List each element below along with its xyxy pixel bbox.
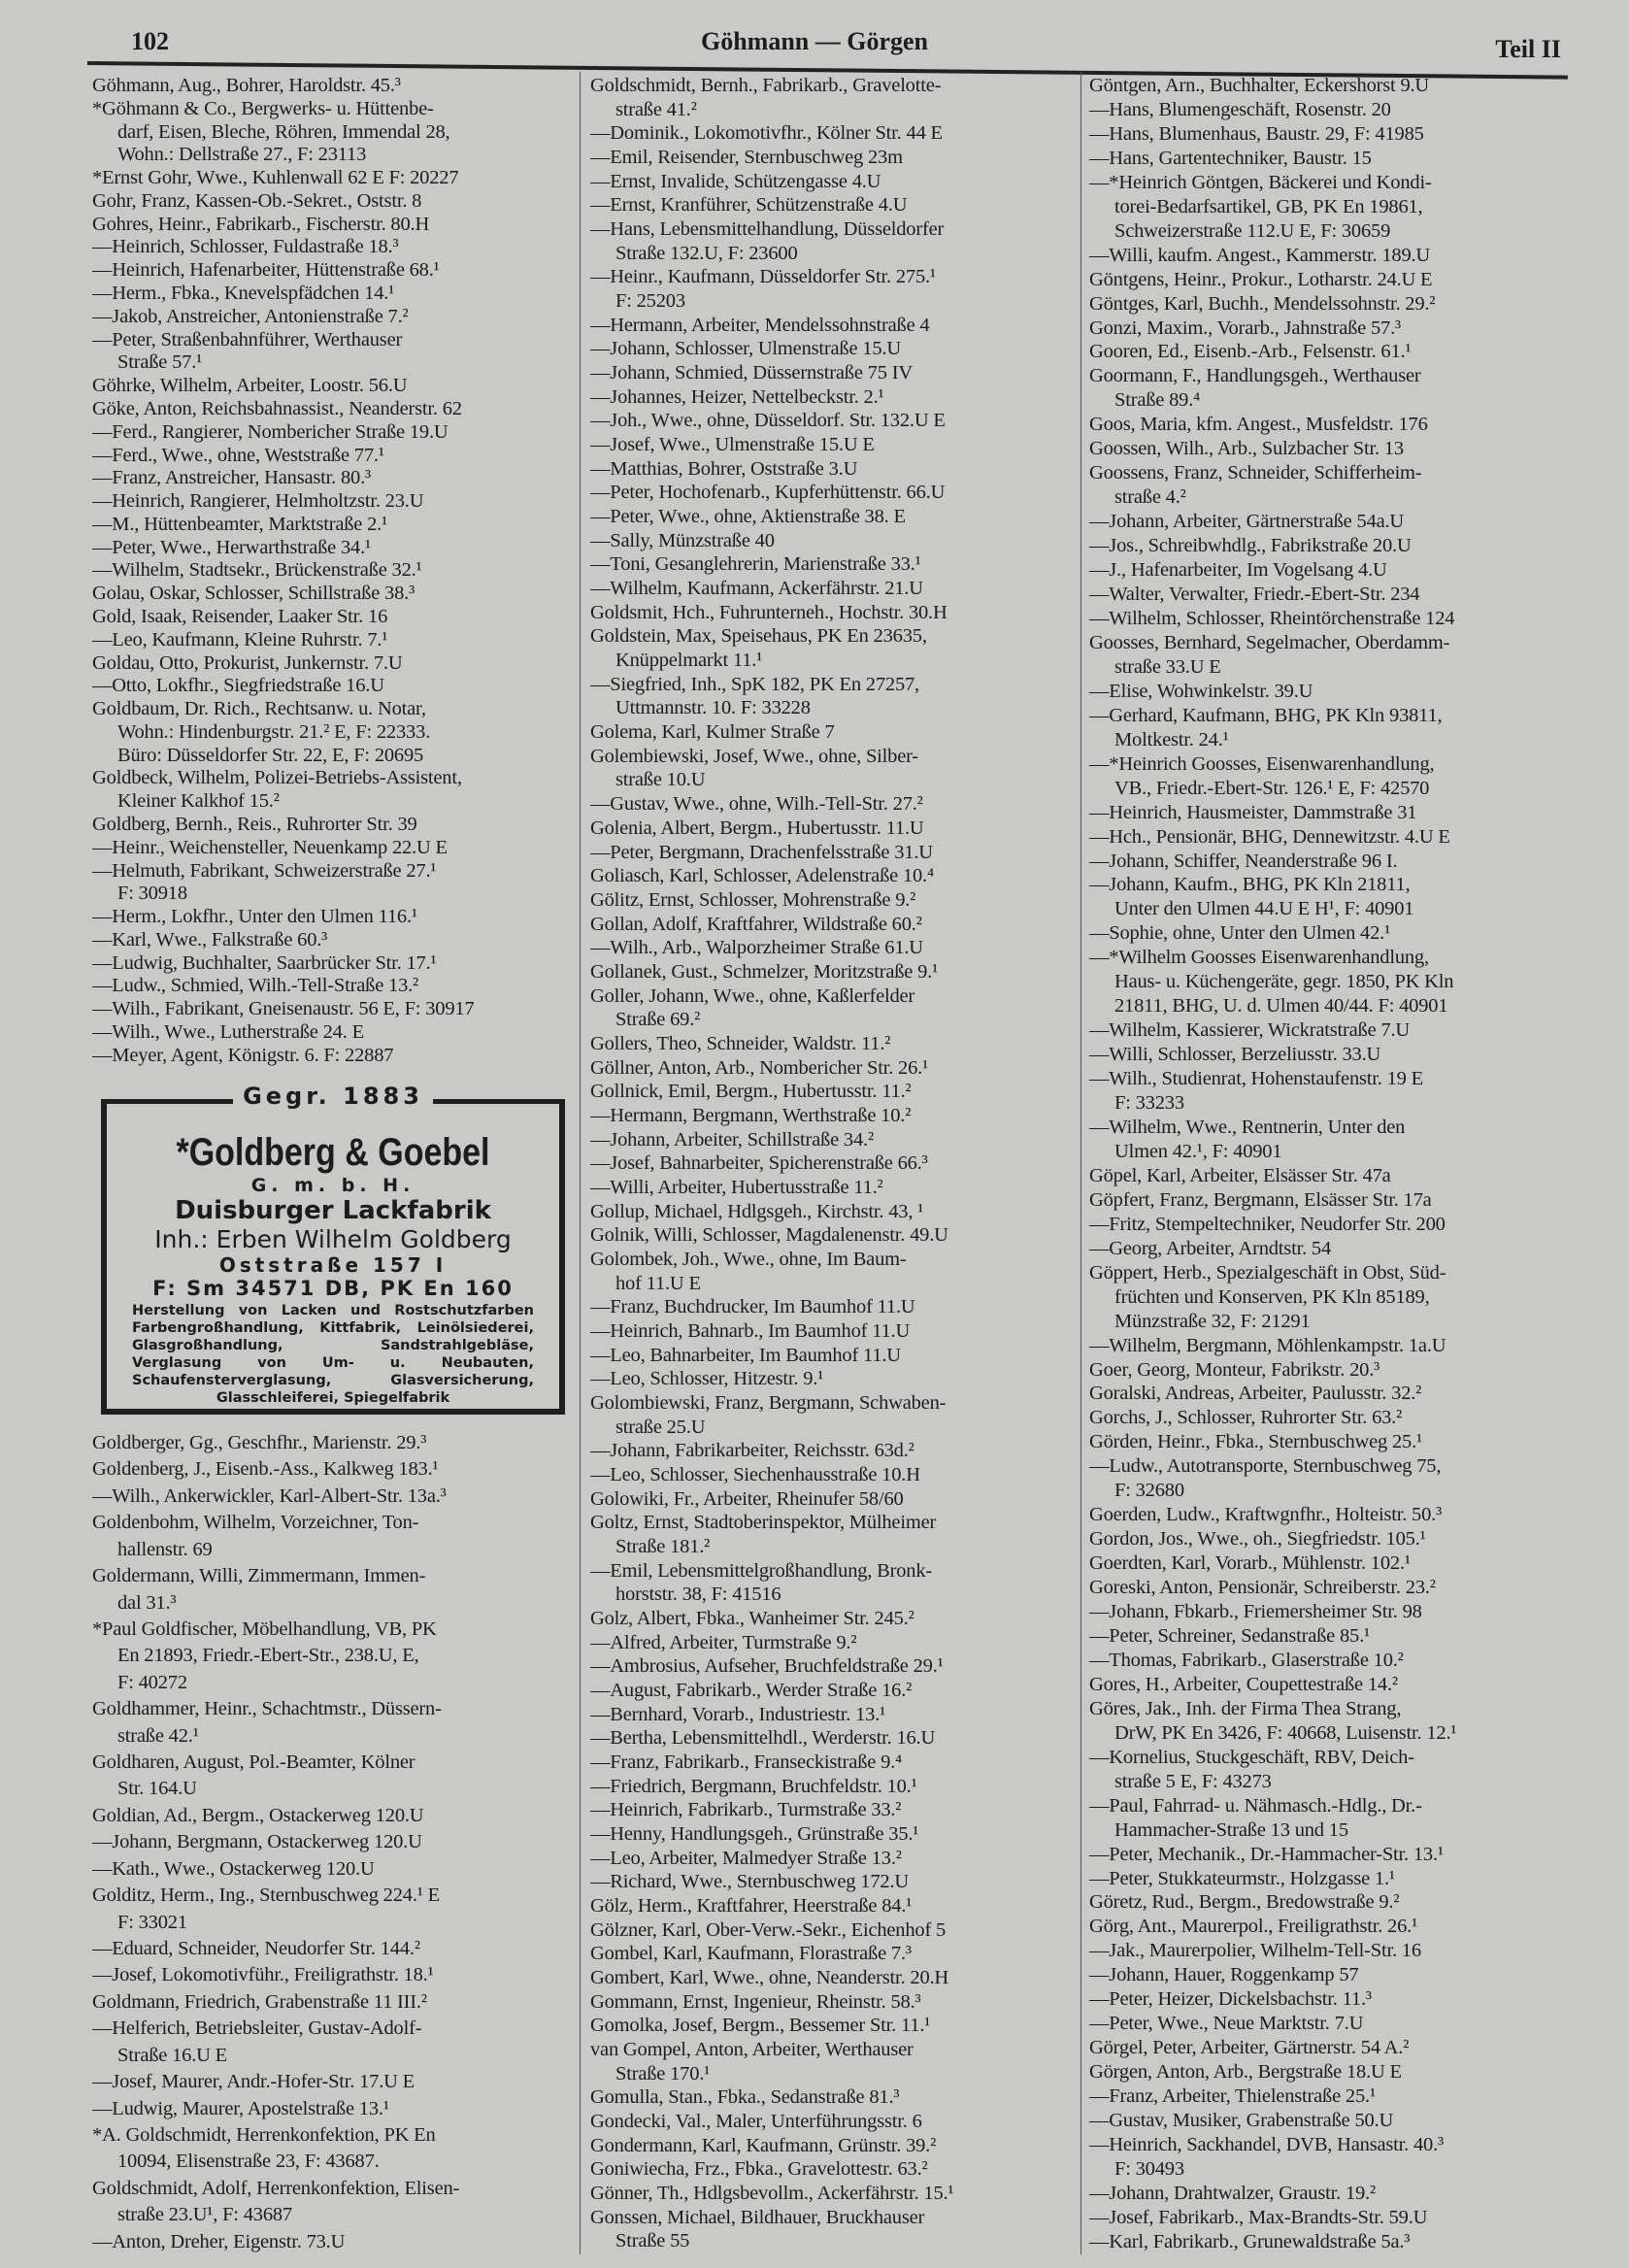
directory-entry: Goniwiecha, Frz., Fbka., Gravelottestr. 63.² [590,2159,928,2181]
directory-entry: —Kornelius, Stuckgeschäft, RBV, Deich- [1089,1747,1414,1768]
directory-entry: —Wilhelm, Wwe., Rentnerin, Unter den [1089,1117,1406,1138]
directory-entry: —Herm., Lokfhr., Unter den Ulmen 116.¹ [92,907,417,928]
ad-firm-name: *Goldberg & Goebel [176,1131,490,1174]
entry-continuation-line: Straße 69.² [615,1010,701,1031]
directory-entry: Gordon, Jos., Wwe., oh., Siegfriedstr. 105.¹ [1089,1529,1426,1551]
directory-entry: Gombel, Karl, Kaufmann, Florastraße 7.³ [590,1944,912,1965]
directory-entry: Goosses, Bernhard, Segelmacher, Oberdamm- [1089,632,1450,653]
entry-continuation-line: Straße 16.U E [117,2045,227,2066]
directory-entry: —Franz, Anstreicher, Hansastr. 80.³ [92,468,371,489]
directory-entry: Gooren, Ed., Eisenb.-Arb., Felsenstr. 61.¹ [1089,342,1412,363]
directory-entry: —Wilhelm, Kaufmann, Ackerfährstr. 21.U [590,579,923,600]
directory-entry: Gohr, Franz, Kassen-Ob.-Sekret., Oststr. 8 [92,190,422,212]
directory-entry: van Gompel, Anton, Arbeiter, Werthauser [590,2040,914,2061]
column-divider [580,72,581,2254]
directory-entry: —Helmuth, Fabrikant, Schweizerstraße 27.¹ [92,860,437,882]
directory-entry: Göllner, Anton, Arb., Nombericher Str. 26.¹ [590,1057,929,1079]
directory-entry: —Sally, Münzstraße 40 [590,530,775,551]
directory-entry: Goerdten, Karl, Vorarb., Mühlenstr. 102.¹ [1089,1553,1411,1575]
directory-entry: —Heinrich, Schlosser, Fuldastraße 18.³ [92,237,399,258]
directory-entry: Gommann, Ernst, Ingenieur, Rheinstr. 58.³ [590,1991,921,2013]
directory-entry: —Heinr., Weichensteller, Neuenkamp 22.U E [92,837,448,858]
entry-continuation-line: Unter den Ulmen 44.U E H¹, F: 40901 [1114,899,1414,920]
directory-entry: Gondecki, Val., Maler, Unterführungsstr. 6 [590,2112,922,2133]
directory-entry: Goossens, Franz, Schneider, Schifferheim- [1089,463,1422,484]
directory-entry: —Friedrich, Bergmann, Bruchfeldstr. 10.¹ [590,1776,917,1797]
directory-entry: —Walter, Verwalter, Friedr.-Ebert-Str. 234 [1089,584,1420,606]
entry-continuation-line: Hammacher-Straße 13 und 15 [1114,1819,1348,1841]
directory-entry: Goldmann, Friedrich, Grabenstraße 11 III.² [92,1991,427,2013]
directory-entry: —Leo, Schlosser, Hitzestr. 9.¹ [590,1369,824,1390]
directory-entry: Gombert, Karl, Wwe., ohne, Neanderstr. 20.H [590,1968,949,1989]
directory-entry: —Willi, Schlosser, Berzeliusstr. 33.U [1089,1045,1381,1066]
directory-entry: —Heinrich, Hausmeister, Dammstraße 31 [1089,802,1417,823]
directory-entry: —Kath., Wwe., Ostackerweg 120.U [92,1858,375,1880]
directory-entry: —Peter, Bergmann, Drachenfelsstraße 31.U [590,842,933,863]
directory-entry: Gomolka, Josef, Bergm., Bessemer Str. 11.¹ [590,2016,931,2037]
running-title: Göhmann — Görgen [700,27,929,55]
ad-address: Oststraße 157 I [218,1253,448,1277]
directory-entry: Goller, Johann, Wwe., ohne, Kaßlerfelder [590,985,915,1007]
entry-continuation-line: F: 32680 [1114,1481,1184,1502]
directory-entry: —Emil, Lebensmittelgroßhandlung, Bronk- [590,1560,933,1582]
entry-continuation-line: Straße 181.² [615,1536,711,1557]
directory-entry: —Johann, Fabrikarbeiter, Reichsstr. 63d.² [590,1441,914,1462]
entry-continuation-line: Büro: Düsseldorfer Str. 22, E, F: 20695 [117,745,424,766]
directory-entry: Göhrke, Wilhelm, Arbeiter, Loostr. 56.U [92,376,408,397]
directory-entry: —Henny, Handlungsgeh., Grünstraße 35.¹ [590,1824,919,1846]
directory-entry: —Richard, Wwe., Sternbuschweg 172.U [590,1872,909,1893]
directory-entry: Gönner, Th., Hdlgsbevollm., Ackerfährstr. 15.¹ [590,2184,954,2205]
directory-entry: —Wilh., Wwe., Lutherstraße 24. E [92,1022,364,1044]
directory-entry: Goldschmidt, Adolf, Herrenkonfektion, Elisen- [92,2178,460,2199]
directory-entry: Göppert, Herb., Spezialgeschäft in Obst, Süd- [1089,1262,1446,1284]
directory-entry: Gollan, Adolf, Kraftfahrer, Wildstraße 60.² [590,914,922,935]
directory-entry: Golembiewski, Josef, Wwe., ohne, Silber- [590,746,918,767]
directory-entry: —Hans, Blumengeschäft, Rosenstr. 20 [1089,99,1391,120]
directory-entry: —Peter, Hochofenarb., Kupferhüttenstr. 66.U [590,483,946,504]
directory-entry: —Johann, Fbkarb., Friemersheimer Str. 98 [1089,1602,1422,1623]
directory-entry: —Leo, Arbeiter, Malmedyer Straße 13.² [590,1848,902,1869]
directory-entry: —Eduard, Schneider, Neudorfer Str. 144.² [92,1939,420,1960]
directory-entry: —Ludw., Autotransporte, Sternbuschweg 75, [1089,1456,1442,1478]
directory-entry: —Bernhard, Vorarb., Industriestr. 13.¹ [590,1704,886,1725]
entry-continuation-line: Wohn.: Hindenburgstr. 21.² E, F: 22333. [117,721,431,743]
directory-entry: Goldharen, August, Pol.-Beamter, Kölner [92,1752,416,1774]
directory-entry: Golombek, Joh., Wwe., ohne, Im Baum- [590,1249,907,1270]
directory-entry: —Johannes, Heizer, Nettelbeckstr. 2.¹ [590,386,884,408]
directory-entry: Goormann, F., Handlungsgeh., Werthauser [1089,366,1421,387]
directory-entry: —Franz, Arbeiter, Thielenstraße 25.¹ [1089,2086,1376,2108]
entry-continuation-line: F: 30918 [117,884,187,905]
directory-entry: —Ludw., Schmied, Wilh.-Tell-Straße 13.² [92,976,418,997]
advertisement-goldberg-goebel [101,1083,565,1415]
entry-continuation-line: straße 5 E, F: 43273 [1114,1771,1272,1792]
directory-entry: —Wilhelm, Kassierer, Wickratstraße 7.U [1089,1020,1410,1042]
part-label: Teil II [1495,35,1561,63]
directory-entry: Gohres, Heinr., Fabrikarb., Fischerstr. 80.H [92,214,430,235]
directory-entry: —Gustav, Wwe., ohne, Wilh.-Tell-Str. 27.² [590,794,923,816]
directory-entry: Goldhammer, Heinr., Schachtmstr., Düssern- [92,1699,442,1720]
directory-entry: —Johann, Bergmann, Ostackerweg 120.U [92,1832,422,1853]
directory-entry: —Joh., Wwe., ohne, Düsseldorf. Str. 132.U E [590,411,946,432]
directory-entry: —Toni, Gesanglehrerin, Marienstraße 33.¹ [590,554,921,576]
directory-entry: —Peter, Wwe., Neue Marktstr. 7.U [1089,2014,1364,2035]
entry-continuation-line: straße 41.² [615,99,697,120]
directory-entry: —Elise, Wohwinkelstr. 39.U [1089,681,1313,702]
column-3-entries [1089,76,1570,2252]
directory-entry: —J., Hafenarbeiter, Im Vogelsang 4.U [1089,560,1387,582]
directory-entry: —Hermann, Bergmann, Werthstraße 10.² [590,1105,912,1126]
entry-continuation-line: F: 33233 [1114,1093,1184,1115]
directory-entry: Göpfert, Franz, Bergmann, Elsässer Str. 17a [1089,1189,1432,1211]
directory-entry: —Heinrich, Hafenarbeiter, Hüttenstraße 68.¹ [92,260,440,282]
directory-entry: —Paul, Fahrrad- u. Nähmasch.-Hdlg., Dr.- [1089,1795,1422,1817]
directory-entry: —Meyer, Agent, Königstr. 6. F: 22887 [92,1045,394,1066]
directory-entry: —Otto, Lokfhr., Siegfriedstraße 16.U [92,676,384,697]
directory-entry: Goldbaum, Dr. Rich., Rechtsanw. u. Notar, [92,699,426,720]
entry-continuation-line: Haus- u. Küchengeräte, gegr. 1850, PK Kln [1114,972,1454,993]
directory-entry: —Leo, Schlosser, Siechenhausstraße 10.H [590,1464,920,1485]
directory-entry: Gonssen, Michael, Bildhauer, Bruckhauser [590,2207,925,2228]
directory-entry: —Sophie, ohne, Unter den Ulmen 42.¹ [1089,923,1391,945]
directory-entry: Goldbeck, Wilhelm, Polizei-Betriebs-Assistent, [92,768,462,789]
directory-entry: —Dominik., Lokomotivfhr., Kölner Str. 44 E [590,123,943,145]
directory-entry: Gorchs, J., Schlosser, Ruhrorter Str. 63.² [1089,1408,1403,1429]
directory-entry: —August, Fabrikarb., Werder Straße 16.² [590,1681,913,1702]
directory-entry: —*Heinrich Göntgen, Bäckerei und Kondi- [1089,172,1432,193]
directory-entry: *Ernst Gohr, Wwe., Kuhlenwall 62 E F: 20227 [92,168,459,189]
directory-entry: —Leo, Kaufmann, Kleine Ruhrstr. 7.¹ [92,629,388,650]
directory-entry: Goos, Maria, kfm. Angest., Musfeldstr. 176 [1089,415,1428,436]
directory-entry: —Ferd., Rangierer, Nombericher Straße 19.U [92,421,449,443]
directory-entry: Göntgens, Heinr., Prokur., Lotharstr. 24.U E [1089,269,1433,290]
directory-entry: Goltz, Ernst, Stadtoberinspektor, Mülheimer [590,1513,937,1534]
directory-entry: —Ernst, Kranführer, Schützenstraße 4.U [590,195,908,217]
directory-entry: —Karl, Fabrikarb., Grunewaldstraße 5a.³ [1089,2231,1411,2252]
directory-entry: Goliasch, Karl, Schlosser, Adelenstraße 10.⁴ [590,866,934,887]
directory-entry: Goldschmidt, Bernh., Fabrikarb., Gravelotte- [590,76,942,96]
directory-entry: —Peter, Stukkateurmstr., Holzgasse 1.¹ [1089,1868,1395,1889]
entry-continuation-line: horststr. 38, F: 41516 [615,1584,781,1606]
directory-entry: Golz, Albert, Fbka., Wanheimer Str. 245.² [590,1609,914,1629]
column-divider [1080,72,1081,2254]
directory-entry: Golema, Karl, Kulmer Straße 7 [590,722,835,744]
directory-entry: Göntges, Karl, Buchh., Mendelssohnstr. 29.² [1089,293,1436,315]
entry-continuation-line: Wohn.: Dellstraße 27., F: 23113 [117,145,367,166]
directory-entry: Gomulla, Stan., Fbka., Sedanstraße 81.³ [590,2087,900,2109]
directory-entry: —Peter, Schreiner, Sedanstraße 85.¹ [1089,1626,1370,1647]
directory-entry: Gonzi, Maxim., Vorarb., Jahnstraße 57.³ [1089,317,1401,339]
column-2-entries [590,76,1078,2252]
directory-entry: —Leo, Bahnarbeiter, Im Baumhof 11.U [590,1345,901,1366]
directory-entry: —Wilh., Fabrikant, Gneisenaustr. 56 E, F: 30917 [92,999,475,1020]
entry-continuation-line: hof 11.U E [615,1273,701,1294]
directory-entry: Gölzner, Karl, Ober-Verw.-Sekr., Eichenhof 5 [590,1919,947,1941]
directory-entry: —Peter, Straßenbahnführer, Werthauser [92,329,403,350]
entry-continuation-line: torei-Bedarfsartikel, GB, PK En 19861, [1114,196,1423,217]
directory-entry: Göntgen, Arn., Buchhalter, Eckershorst 9.U [1089,76,1430,96]
page-number: 102 [131,27,169,55]
directory-entry: —Wilh., Arb., Walporzheimer Straße 61.U [590,938,923,959]
directory-entry: —Franz, Buchdrucker, Im Baumhof 11.U [590,1297,915,1318]
directory-entry: —Peter, Mechanik., Dr.-Hammacher-Str. 13.¹ [1089,1844,1444,1865]
entry-continuation-line: VB., Friedr.-Ebert-Str. 126.¹ E, F: 42570 [1114,778,1430,799]
directory-entry: —Bertha, Lebensmittelhdl., Werderstr. 16.U [590,1728,936,1750]
directory-entry: Görgel, Peter, Arbeiter, Gärtnerstr. 54 A.² [1089,2038,1410,2059]
directory-entry: —*Heinrich Goosses, Eisenwarenhandlung, [1089,753,1435,775]
directory-entry: —Heinrich, Fabrikarb., Turmstraße 33.² [590,1800,902,1821]
entry-continuation-line: straße 23.U¹, F: 43687 [117,2205,292,2226]
ad-founded: Gegr. 1883 [233,1083,433,1110]
entry-continuation-line: Str. 164.U [117,1779,197,1800]
entry-continuation-line: Ulmen 42.¹, F: 40901 [1114,1141,1282,1162]
directory-entry: Gollanek, Gust., Schmelzer, Moritzstraße 9.¹ [590,961,939,983]
directory-entry: —Josef, Fabrikarb., Max-Brandts-Str. 59.U [1089,2207,1428,2228]
entry-continuation-line: straße 25.U [615,1417,706,1438]
directory-entry: —Jak., Maurerpolier, Wilhelm-Tell-Str. 16 [1089,1941,1421,1962]
directory-entry: —Ferd., Wwe., ohne, Weststraße 77.¹ [92,445,384,466]
entry-continuation-line: Knüppelmarkt 11.¹ [615,650,763,672]
directory-entry: Göpel, Karl, Arbeiter, Elsässer Str. 47a [1089,1165,1391,1186]
directory-entry: —Hch., Pensionär, BHG, Dennewitzstr. 4.U E [1089,826,1450,848]
entry-continuation-line: Straße 132.U, F: 23600 [615,243,798,264]
directory-entry: Görg, Ant., Maurerpol., Freiligrathstr. 26.¹ [1089,1917,1418,1938]
ad-legal-form: G. m. b. H. [250,1175,416,1196]
directory-entry: —Hans, Blumenhaus, Baustr. 29, F: 41985 [1089,123,1424,145]
directory-entry: —Johann, Arbeiter, Gärtnerstraße 54a.U [1089,512,1405,533]
directory-entry: —Wilhelm, Stadtsekr., Brückenstraße 32.¹ [92,560,422,582]
directory-entry: —Jos., Schreibwhdlg., Fabrikstraße 20.U [1089,536,1412,557]
entry-continuation-line: F: 25203 [615,291,685,313]
directory-entry: Gölz, Herm., Kraftfahrer, Heerstraße 84.¹ [590,1896,913,1918]
directory-entry: —Matthias, Bohrer, Oststraße 3.U [590,458,858,480]
directory-entry: Gollnick, Emil, Bergm., Hubertusstr. 11.² [590,1082,912,1103]
directory-entry: Gollup, Michael, Hdlgsgeh., Kirchstr. 43, ¹ [590,1201,924,1222]
directory-entry: —Josef, Lokomotivführ., Freiligrathstr. 18.¹ [92,1965,434,1986]
directory-entry: —Johann, Schlosser, Ulmenstraße 15.U [590,339,901,360]
directory-entry: *Göhmann & Co., Bergwerks- u. Hüttenbe- [92,98,434,119]
entry-continuation-line: früchten und Konserven, PK Kln 85189, [1114,1286,1430,1308]
directory-entry: —Georg, Arbeiter, Arndtstr. 54 [1089,1238,1332,1259]
directory-entry: —Alfred, Arbeiter, Turmstraße 9.² [590,1632,857,1653]
directory-entry: —Josef, Maurer, Andr.-Hofer-Str. 17.U E [92,2072,416,2093]
column-1-bottom-entries [92,1433,578,2252]
directory-entry: Göretz, Rud., Bergm., Bredowstraße 9.² [1089,1892,1400,1914]
directory-entry: Goldberg, Bernh., Reis., Ruhrorter Str. 39 [92,815,417,835]
directory-entry: —Heinrich, Bahnarb., Im Baumhof 11.U [590,1320,911,1342]
directory-entry: Göres, Jak., Inh. der Firma Thea Strang, [1089,1698,1402,1719]
directory-entry: Goerden, Ludw., Kraftwgnfhr., Holteistr. 50.³ [1089,1505,1443,1526]
ad-subtitle: Duisburger Lackfabrik [175,1196,491,1225]
directory-entry: Goldsmit, Hch., Fuhrunterneh., Hochstr. 30.H [590,602,947,623]
directory-entry: —Karl, Wwe., Falkstraße 60.³ [92,929,328,951]
directory-entry: —Fritz, Stempeltechniker, Neudorfer Str. 200 [1089,1214,1446,1235]
directory-entry: —Wilh., Studienrat, Hohenstaufenstr. 19 E [1089,1069,1423,1090]
directory-entry: —Emil, Reisender, Sternbuschweg 23m [590,148,903,169]
entry-continuation-line: F: 33021 [117,1912,187,1933]
entry-continuation-line: straße 33.U E [1114,656,1221,678]
directory-entry: *A. Goldschmidt, Herrenkonfektion, PK En [92,2124,436,2146]
directory-entry: Golenia, Albert, Bergm., Hubertusstr. 11.U [590,817,924,839]
directory-entry: —Josef, Wwe., Ulmenstraße 15.U E [590,435,875,456]
directory-entry: Golditz, Herm., Ing., Sternbuschweg 224.¹ E [92,1885,440,1907]
entry-continuation-line: hallenstr. 69 [117,1539,213,1560]
entry-continuation-line: Münzstraße 32, F: 21291 [1114,1311,1311,1332]
ad-phone: F: Sm 34571 DB, PK En 160 [152,1277,514,1300]
directory-entry: —Peter, Heizer, Dickelsbachstr. 11.³ [1089,1989,1372,2011]
directory-entry: —Franz, Fabrikarb., Franseckistraße 9.⁴ [590,1752,902,1774]
entry-continuation-line: dal 31.³ [117,1592,177,1614]
directory-entry: —Herm., Fbka., Knevelspfädchen 14.¹ [92,284,395,305]
directory-entry: —Ludwig, Maurer, Apostelstraße 13.¹ [92,2098,389,2119]
directory-entry: —Anton, Dreher, Eigenstr. 73.U [92,2231,346,2252]
directory-entry: —*Wilhelm Goosses Eisenwarenhandlung, [1089,948,1429,969]
directory-entry: —Willi, Arbeiter, Hubertusstraße 11.² [590,1177,883,1198]
directory-entry: —Josef, Bahnarbeiter, Spicherenstraße 66.³ [590,1153,928,1175]
directory-entry: —Johann, Schmied, Düssernstraße 75 IV [590,363,913,384]
directory-entry: Goldau, Otto, Prokurist, Junkernstr. 7.U [92,652,403,674]
directory-entry: Goldberger, Gg., Geschfhr., Marienstr. 29.³ [92,1433,427,1453]
column-1-top-entries [92,76,578,1066]
directory-entry: Gold, Isaak, Reisender, Laaker Str. 16 [92,606,388,627]
directory-entry: Görgen, Anton, Arb., Bergstraße 18.U E [1089,2062,1402,2084]
entry-continuation-line: straße 4.² [1114,487,1186,509]
entry-continuation-line: straße 42.¹ [117,1725,199,1747]
entry-continuation-line: Straße 89.⁴ [1114,390,1201,412]
entry-continuation-line: DrW, PK En 3426, F: 40668, Luisenstr. 12.¹ [1114,1722,1457,1744]
directory-entry: —Johann, Drahtwalzer, Graustr. 19.² [1089,2183,1376,2204]
directory-entry: Göhmann, Aug., Bohrer, Haroldstr. 45.³ [92,76,401,96]
directory-entry: —M., Hüttenbeamter, Marktstraße 2.¹ [92,514,388,535]
directory-entry: —Gustav, Musiker, Grabenstraße 50.U [1089,2111,1394,2132]
directory-entry: —Wilhelm, Bergmann, Möhlenkampstr. 1a.U [1089,1335,1446,1356]
entry-continuation-line: straße 10.U [615,770,706,791]
directory-entry: —Heinrich, Sackhandel, DVB, Hansastr. 40.³ [1089,2135,1444,2156]
directory-entry: Goossen, Wilh., Arb., Sulzbacher Str. 13 [1089,439,1404,460]
directory-entry: Gondermann, Karl, Kaufmann, Grünstr. 39.² [590,2135,937,2156]
entry-continuation-line: Moltkestr. 24.¹ [1114,729,1229,750]
directory-entry: —Ernst, Invalide, Schützengasse 4.U [590,171,881,192]
directory-entry: —Johann, Kaufm., BHG, PK Kln 21811, [1089,875,1411,896]
directory-entry: —Hans, Gartentechniker, Baustr. 15 [1089,148,1372,169]
directory-entry: Goralski, Andreas, Arbeiter, Paulusstr. 32.² [1089,1384,1422,1405]
entry-continuation-line: darf, Eisen, Bleche, Röhren, Immendal 28, [117,121,450,143]
directory-entry: —Ambrosius, Aufseher, Bruchfeldstraße 29.¹ [590,1656,944,1678]
directory-entry: —Ludwig, Buchhalter, Saarbrücker Str. 17.¹ [92,952,437,974]
directory-entry: Golowiki, Fr., Arbeiter, Rheinufer 58/60 [590,1488,904,1510]
directory-entry: —Gerhard, Kaufmann, BHG, PK Kln 93811, [1089,705,1443,726]
directory-entry: *Paul Goldfischer, Möbelhandlung, VB, PK [92,1618,437,1640]
directory-entry: —Johann, Schiffer, Neanderstraße 96 I. [1089,850,1398,872]
directory-entry: —Johann, Hauer, Roggenkamp 57 [1089,1965,1359,1986]
directory-entry: Gölitz, Ernst, Schlosser, Mohrenstraße 9.² [590,889,916,911]
directory-entry: —Helferich, Betriebsleiter, Gustav-Adolf- [92,2018,422,2040]
directory-entry: —Wilh., Ankerwickler, Karl-Albert-Str. 13a.³ [92,1485,447,1507]
directory-entry: —Heinrich, Rangierer, Helmholtzstr. 23.U [92,491,424,513]
entry-continuation-line: Schweizerstraße 112.U E, F: 30659 [1114,220,1391,242]
directory-entry: —Hermann, Arbeiter, Mendelssohnstraße 4 [590,315,930,336]
directory-entry: Goer, Georg, Monteur, Fabrikstr. 20.³ [1089,1359,1380,1381]
directory-entry: Goldenbohm, Wilhelm, Vorzeichner, Ton- [92,1513,419,1534]
directory-entry: Goreski, Anton, Pensionär, Schreiberstr. 23.² [1089,1578,1436,1599]
entry-continuation-line: En 21893, Friedr.-Ebert-Str., 238.U, E, [117,1646,419,1667]
directory-entry: —Jakob, Anstreicher, Antonienstraße 7.² [92,306,409,327]
directory-entry: —Wilhelm, Schlosser, Rheintörchenstraße 124 [1089,608,1455,629]
directory-entry: —Willi, kaufm. Angest., Kammerstr. 189.U [1089,245,1431,266]
entry-continuation-line: Uttmannstr. 10. F: 33228 [615,698,811,719]
directory-entry: —Hans, Lebensmittelhandlung, Düsseldorfer [590,219,945,241]
directory-entry: Gores, H., Arbeiter, Coupettestraße 14.² [1089,1674,1398,1695]
entry-continuation-line: Straße 57.¹ [117,352,203,374]
directory-entry: —Thomas, Fabrikarb., Glaserstraße 10.² [1089,1650,1404,1671]
directory-entry: Golau, Oskar, Schlosser, Schillstraße 38.³ [92,584,416,605]
entry-continuation-line: Kleiner Kalkhof 15.² [117,791,280,813]
entry-continuation-line: F: 30493 [1114,2158,1184,2180]
directory-entry: Görden, Heinr., Fbka., Sternbuschweg 25.¹ [1089,1432,1422,1453]
entry-continuation-line: F: 40272 [117,1672,187,1693]
directory-entry: Göke, Anton, Reichsbahnassist., Neanderstr. 62 [92,398,462,419]
directory-entry: Golombiewski, Franz, Bergmann, Schwaben- [590,1392,947,1414]
directory-entry: Goldenberg, J., Eisenb.-Ass., Kalkweg 183.¹ [92,1459,439,1481]
ad-owner: Inh.: Erben Wilhelm Goldberg [154,1225,512,1253]
entry-continuation-line: Straße 170.¹ [615,2063,711,2085]
ad-description: Herstellung von Lacken und Rostschutzfarben Farbengroßhandlung, Kittfabrik, Leinölsiederei, Glasgroßhandlung, Sandstrahlgebläse, Verglasung von Um- u. Neubauten, Schaufensterverglasung, Glasversicherung, Glasschleiferei, Spiegelfabrik [132,1303,534,1406]
entry-continuation-line: 10094, Elisenstraße 23, F: 43687. [117,2151,380,2173]
entry-continuation-line: Straße 55 [615,2231,690,2252]
directory-entry: —Peter, Wwe., Herwarthstraße 34.¹ [92,537,371,558]
directory-entry: —Heinr., Kaufmann, Düsseldorfer Str. 275.¹ [590,267,936,288]
directory-entry: Goldstein, Max, Speisehaus, PK En 23635, [590,626,927,648]
directory-entry: Gollers, Theo, Schneider, Waldstr. 11.² [590,1033,891,1054]
directory-entry: Golnik, Willi, Schlosser, Magdalenenstr. 49.U [590,1225,948,1247]
directory-entry: —Siegfried, Inh., SpK 182, PK En 27257, [590,674,919,695]
directory-entry: —Johann, Arbeiter, Schillstraße 34.² [590,1129,874,1151]
directory-entry: —Peter, Wwe., ohne, Aktienstraße 38. E [590,507,906,528]
entry-continuation-line: 21811, BHG, U. d. Ulmen 40/44. F: 40901 [1114,996,1448,1017]
directory-entry: Goldian, Ad., Bergm., Ostackerweg 120.U [92,1805,424,1826]
directory-entry: Goldermann, Willi, Zimmermann, Immen- [92,1566,426,1587]
